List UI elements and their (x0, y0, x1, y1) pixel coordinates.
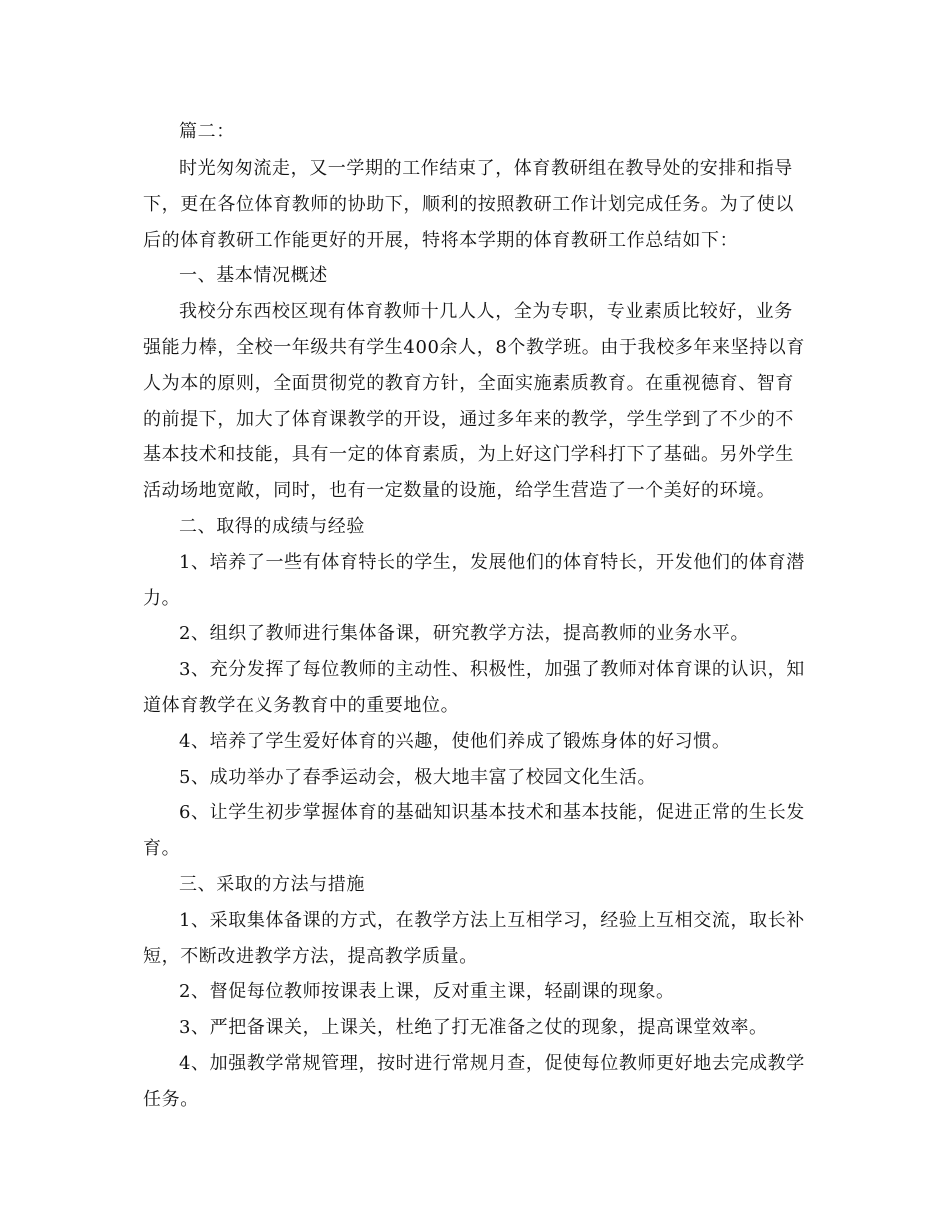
list-item-line: 力。 (143, 588, 181, 609)
list-item-line: 4、培养了学生爱好体育的兴趣，使他们养成了锻炼身体的好习惯。 (179, 731, 731, 752)
section-heading: 一、基本情况概述 (179, 265, 328, 286)
paragraph-line: 后的体育教研工作能更好的开展，特将本学期的体育教研工作总结如下： (143, 230, 739, 251)
paragraph-line: 的前提下，加大了体育课教学的开设，通过多年来的教学，学生学到了不少的不 (143, 409, 794, 430)
list-item-line: 1、培养了一些有体育特长的学生，发展他们的体育特长，开发他们的体育潜 (179, 552, 805, 573)
paragraph-line: 强能力棒，全校一年级共有学生400余人，8个教学班。由于我校多年来坚持以育 (143, 337, 806, 358)
section-heading: 二、取得的成绩与经验 (179, 516, 365, 537)
paragraph-line: 基本技术和技能，具有一定的体育素质，为上好这门学科打下了基础。另外学生 (143, 444, 794, 465)
list-item-line: 任务。 (143, 1089, 199, 1110)
section-title-part-two: 篇二： (179, 121, 235, 142)
list-item-line: 1、采取集体备课的方式，在教学方法上互相学习，经验上互相交流，取长补 (179, 910, 805, 931)
list-item-line: 短，不断改进教学方法，提高教学质量。 (143, 946, 478, 967)
list-item-line: 4、加强教学常规管理，按时进行常规月查，促使每位教师更好地去完成教学 (179, 1053, 805, 1074)
paragraph-line: 人为本的原则，全面贯彻党的教育方针，全面实施素质教育。在重视德育、智育 (143, 373, 794, 394)
paragraph-line: 时光匆匆流走，又一学期的工作结束了，体育教研组在教导处的安排和指导 (179, 158, 793, 179)
list-item-line: 3、严把备课关，上课关，杜绝了打无准备之仗的现象，提高课堂效率。 (179, 1017, 768, 1038)
list-item-line: 3、充分发挥了每位教师的主动性、积极性，加强了教师对体育课的认识，知 (179, 659, 805, 680)
list-item-line: 道体育教学在义务教育中的重要地位。 (143, 695, 460, 716)
list-item-line: 5、成功举办了春季运动会，极大地丰富了校园文化生活。 (179, 767, 657, 788)
paragraph-line: 下，更在各位体育教师的协助下，顺利的按照教研工作计划完成任务。为了使以 (143, 194, 794, 215)
list-item-line: 2、组织了教师进行集体备课，研究教学方法，提高教师的业务水平。 (179, 623, 750, 644)
section-heading: 三、采取的方法与措施 (179, 874, 365, 895)
list-item-line: 6、让学生初步掌握体育的基础知识基本技术和基本技能，促进正常的生长发 (179, 802, 805, 823)
list-item-line: 2、督促每位教师按课表上课，反对重主课，轻副课的现象。 (179, 981, 675, 1002)
paragraph-line: 我校分东西校区现有体育教师十几人人，全为专职，专业素质比较好，业务 (179, 301, 793, 322)
list-item-line: 育。 (143, 838, 181, 859)
paragraph-line: 活动场地宽敞，同时，也有一定数量的设施，给学生营造了一个美好的环境。 (143, 480, 776, 501)
